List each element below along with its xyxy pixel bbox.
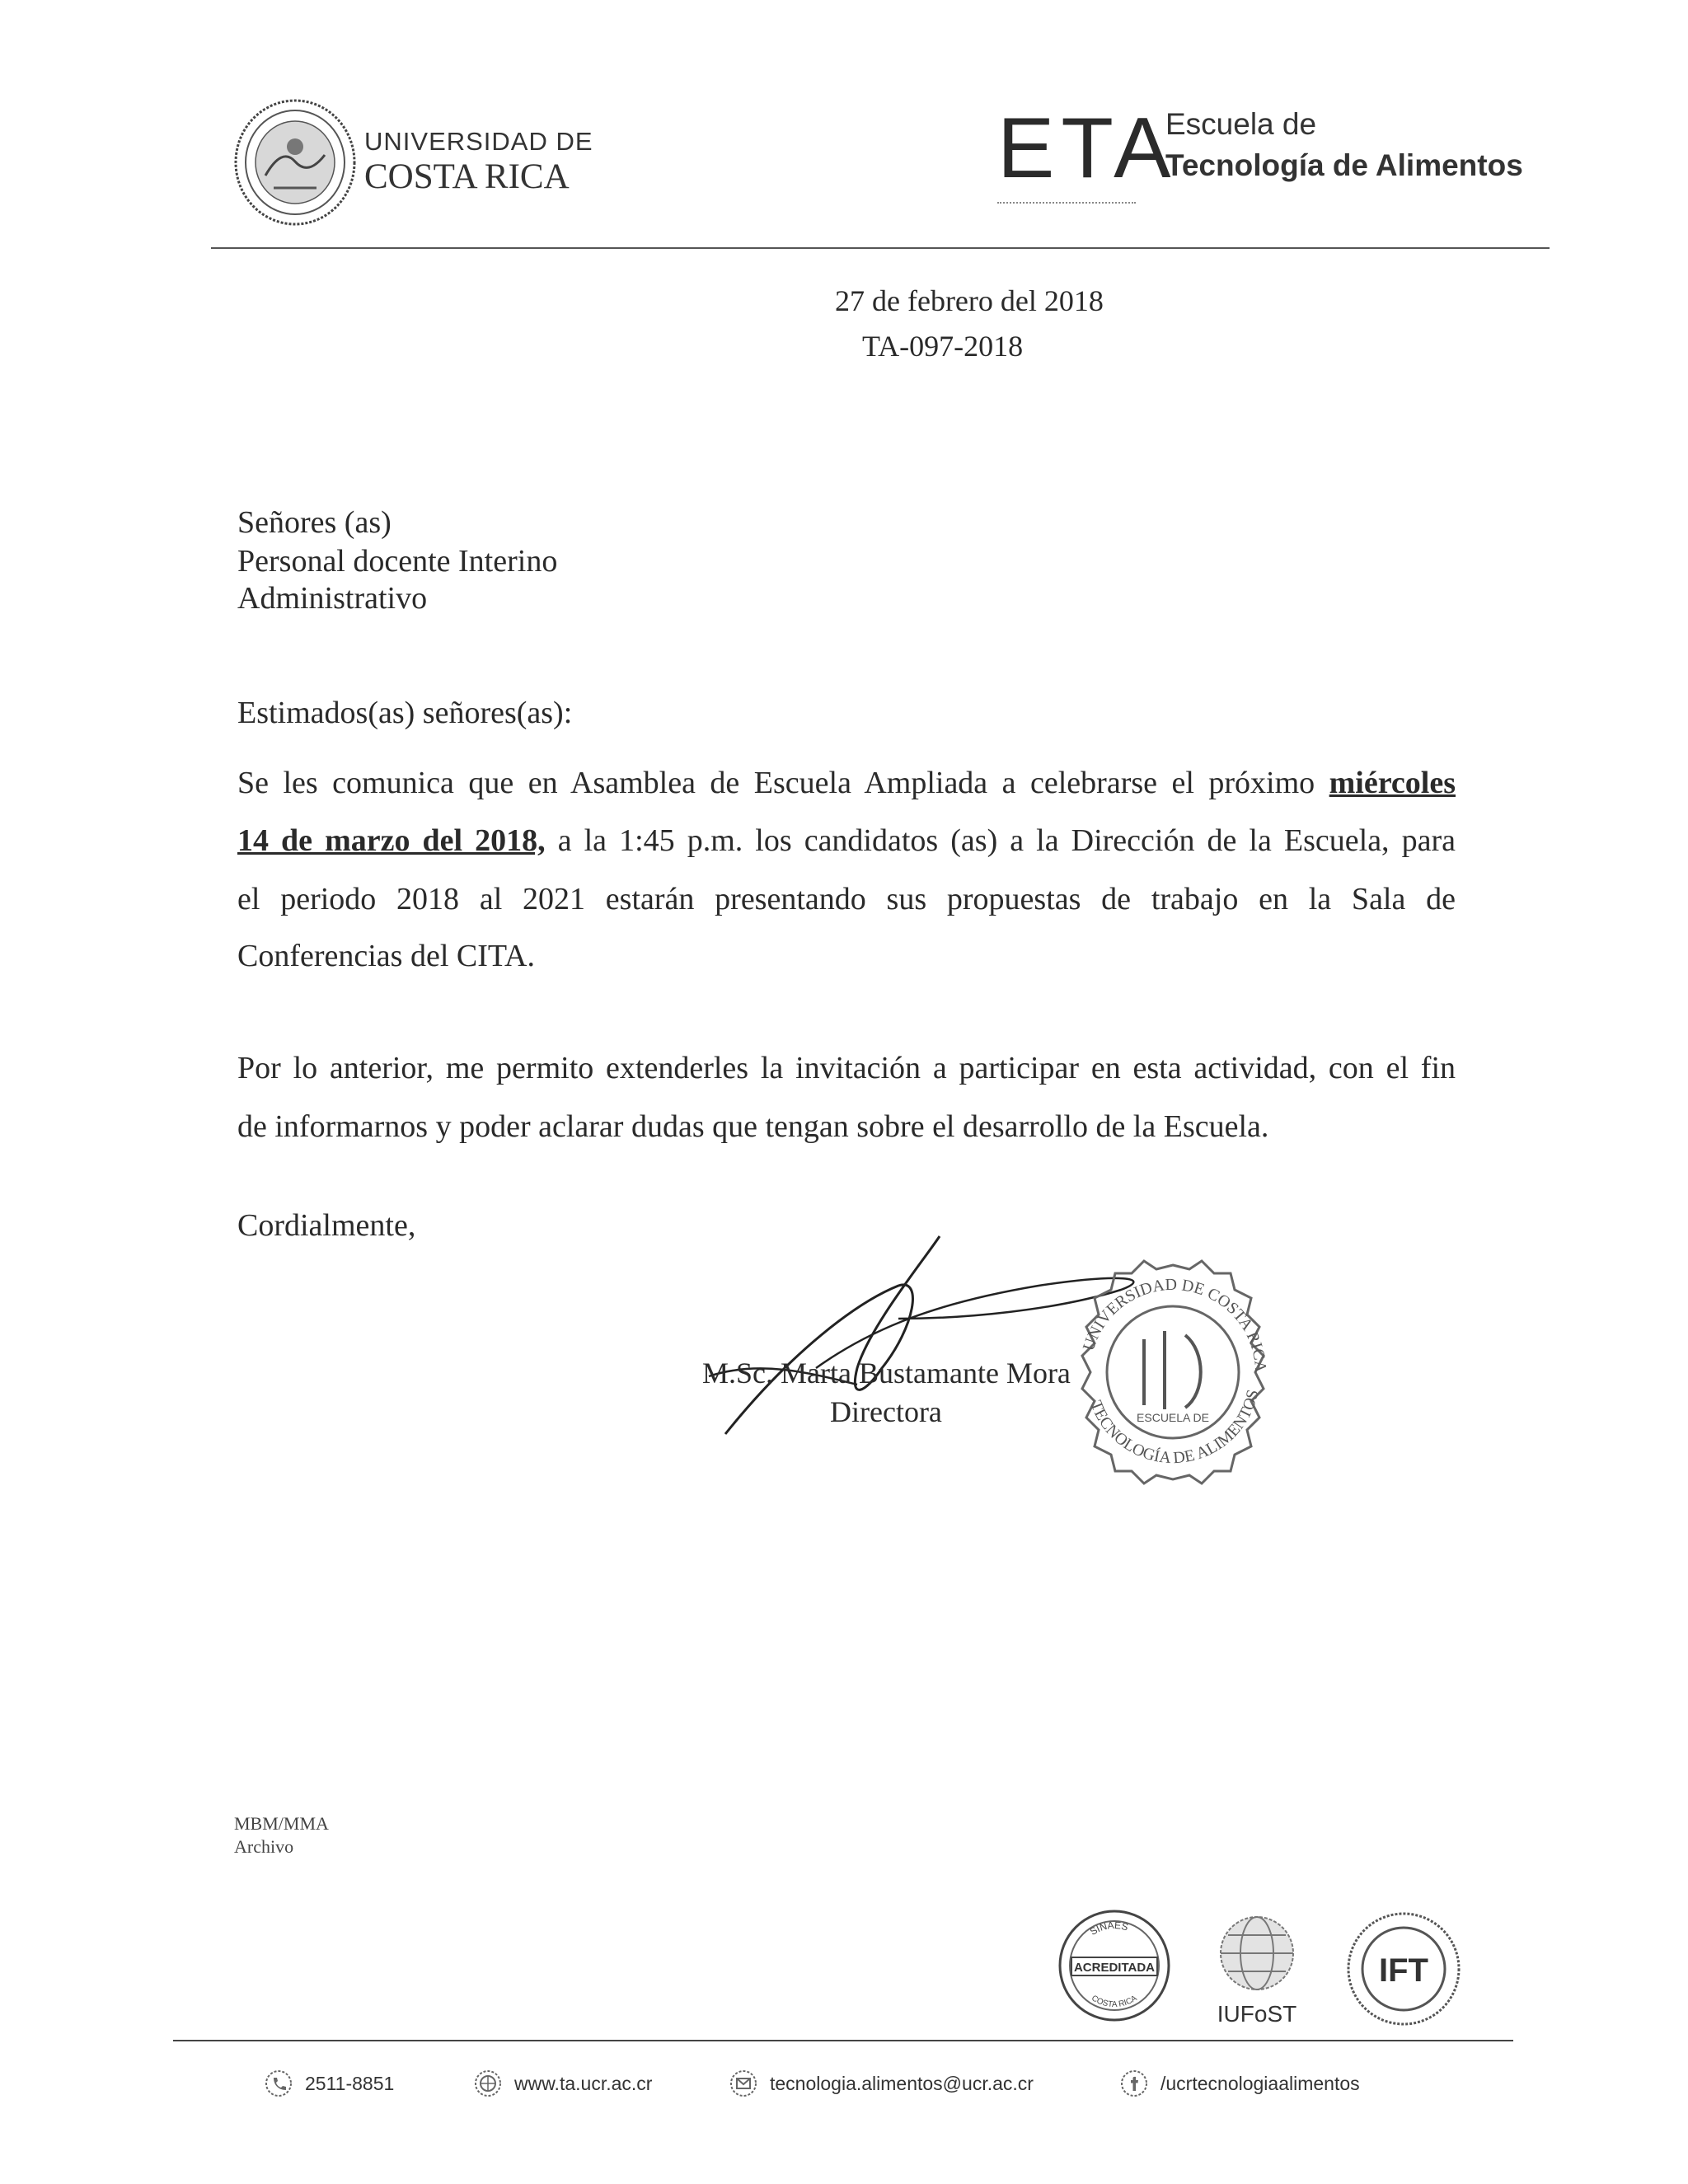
typist-initials: MBM/MMA xyxy=(234,1813,329,1834)
signer-title: Directora xyxy=(830,1395,942,1428)
contact-social xyxy=(1119,2067,1360,2100)
stamp-text-top: UNIVERSIDAD DE COSTA RICA xyxy=(1079,1275,1270,1374)
globe-icon xyxy=(473,2069,503,2098)
iufost-label: IUFoST xyxy=(1217,2001,1297,2027)
sinaes-accreditation-seal-icon xyxy=(1057,1908,1172,2023)
school-name-line1: Escuela de xyxy=(1165,107,1317,141)
email-icon xyxy=(729,2069,758,2098)
university-name-line1: UNIVERSIDAD DE xyxy=(364,127,593,156)
svg-text:SINAES xyxy=(1088,1919,1130,1938)
stamp-center-text: ESCUELA DE xyxy=(1137,1411,1209,1424)
stamp-text-bottom: TECNOLOGÍA DE ALIMENTOS xyxy=(1086,1388,1263,1468)
paragraph-line: el periodo 2018 al 2021 estarán presentando sus propuestas de trabajo en la Sala de xyxy=(237,882,1456,916)
highlighted-day: miércoles xyxy=(1329,766,1456,800)
school-acronym-logo: ETA xyxy=(997,101,1178,196)
letter-reference: TA-097-2018 xyxy=(862,330,1024,363)
footer-divider xyxy=(173,2040,1513,2041)
university-name-line2: COSTA RICA xyxy=(364,157,570,196)
school-name-line2: Tecnología de Alimentos xyxy=(1165,148,1523,182)
university-seal-icon xyxy=(232,97,358,227)
contact-website xyxy=(473,2067,652,2100)
social-handle[interactable]: /ucrtecnologiaalimentos xyxy=(1160,2072,1360,2094)
contact-phone xyxy=(264,2067,394,2100)
social-media-icon xyxy=(1119,2069,1149,2098)
school-stamp-icon xyxy=(1053,1253,1292,1492)
iufost-globe-icon xyxy=(1212,1908,1302,1999)
logo-divider xyxy=(997,202,1136,207)
paragraph-line xyxy=(237,823,1456,859)
contact-email xyxy=(729,2067,1034,2100)
email-address[interactable]: tecnologia.alimentos@ucr.ac.cr xyxy=(770,2072,1034,2094)
salutation: Estimados(as) señores(as): xyxy=(237,696,573,730)
paragraph-line xyxy=(237,765,1456,801)
letter-date: 27 de febrero del 2018 xyxy=(835,284,1104,317)
phone-icon xyxy=(264,2069,293,2098)
recipient-line: Señores (as) xyxy=(237,505,392,540)
recipient-line: Personal docente Interino xyxy=(237,544,558,579)
website-url[interactable]: www.ta.ucr.ac.cr xyxy=(514,2072,653,2094)
sinaes-center-text: ACREDITADA xyxy=(1073,1961,1156,1975)
paragraph-line: Por lo anterior, me permito extenderles la invitación a participar en esta actividad, con el fin xyxy=(237,1051,1456,1085)
signer-name: M.Sc. Marta Bustamante Mora xyxy=(702,1357,1071,1390)
highlighted-date: 14 de marzo del 2018, xyxy=(237,823,546,858)
sinaes-top-text: SINAES xyxy=(1087,1919,1130,1938)
sinaes-bottom-text: COSTA RICA xyxy=(1090,1994,1139,2010)
paragraph-line: de informarnos y poder aclarar dudas que tengan sobre el desarrollo de la Escuela. xyxy=(237,1109,1269,1144)
closing: Cordialmente, xyxy=(237,1208,416,1243)
header-divider xyxy=(211,247,1550,249)
ift-logo-text: IFT xyxy=(1379,1952,1428,1989)
ift-seal-icon xyxy=(1345,1910,1462,2027)
paragraph-text: a la 1:45 p.m. los candidatos (as) a la Dirección de la Escuela, para xyxy=(545,823,1456,858)
recipient-line: Administrativo xyxy=(237,581,428,616)
paragraph-line: Conferencias del CITA. xyxy=(237,939,535,973)
phone-number: 2511-8851 xyxy=(305,2072,395,2094)
paragraph-text: Se les comunica que en Asamblea de Escuela Ampliada a celebrarse el próximo xyxy=(237,766,1329,800)
archive-note: Archivo xyxy=(234,1836,294,1857)
